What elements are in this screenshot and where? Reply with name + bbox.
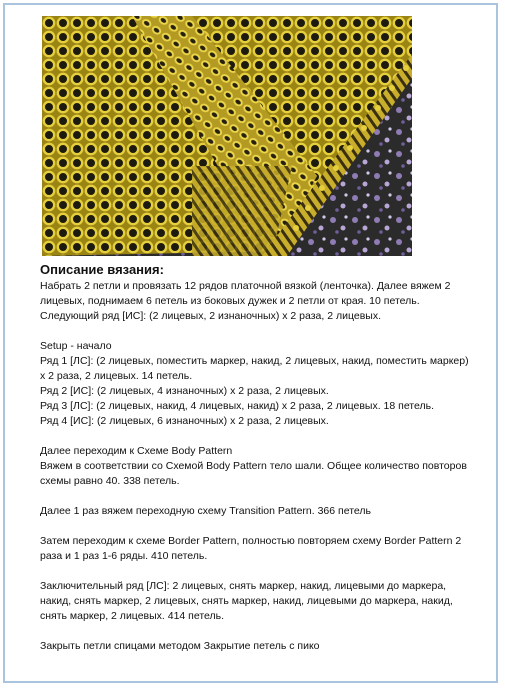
paragraph-border-pattern (40, 534, 480, 564)
paragraph-setup (40, 339, 480, 429)
text-line: накид, снять маркер, 2 лицевых, снять маркер, накид, лицевыми до маркера, накид, (40, 595, 453, 607)
text-line: Заключительный ряд [ЛС]: 2 лицевых, снять маркер, накид, лицевыми до маркера, (40, 580, 447, 592)
text-line: Setup - начало (40, 340, 112, 352)
text-line: Затем переходим к схеме Border Pattern, полностью повторяем схему Border Pattern 2 (40, 535, 462, 547)
text-line: Ряд 3 [ЛС]: (2 лицевых, накид, 4 лицевых, накид) х 2 раза, 2 лицевых. 18 петель. (40, 400, 435, 412)
text-line: схемы равно 40. 338 петель. (40, 475, 180, 487)
text-line: х 2 раза, 2 лицевых. 14 петель. (40, 370, 193, 382)
text-line: Далее переходим к Схеме Body Pattern (40, 445, 233, 457)
text-line: Закрыть петли спицами методом Закрытие петель с пико (40, 640, 320, 652)
paragraph-bind-off (40, 639, 480, 654)
paragraph-transition-pattern (40, 504, 480, 519)
paragraph-body-pattern (40, 444, 480, 489)
text-line: Ряд 4 [ИС]: (2 лицевых, 6 изнаночных) х 2 раза, 2 лицевых. (40, 415, 329, 427)
text-line: Набрать 2 петли и провязать 12 рядов платочной вязкой (ленточка). Далее вяжем 2 (40, 280, 451, 292)
section-heading: Описание вязания: (40, 262, 164, 277)
text-line: Вяжем в соответствии со Схемой Body Pattern тело шали. Общее количество повторов (40, 460, 467, 472)
text-line: Следующий ряд [ИС]: (2 лицевых, 2 изнаночных) х 2 раза, 2 лицевых. (40, 310, 382, 322)
text-line: снять маркер, 2 лицевых. 414 петель. (40, 610, 225, 622)
text-line: Ряд 2 [ИС]: (2 лицевых, 4 изнаночных) х 2 раза, 2 лицевых. (40, 385, 329, 397)
pattern-description (40, 262, 480, 654)
text-line: лицевых, поднимаем 6 петель из боковых дужек и 2 петли от края. 10 петель. (40, 295, 420, 307)
paragraph-cast-on (40, 279, 480, 324)
text-line: раза и 1 раз 1-6 ряды. 410 петель. (40, 550, 208, 562)
text-line: Далее 1 раз вяжем переходную схему Transition Pattern. 366 петель (40, 505, 371, 517)
knitted-shawl-photo (42, 16, 412, 256)
paragraph-final-row (40, 579, 480, 624)
text-line: Ряд 1 [ЛС]: (2 лицевых, поместить маркер, накид, 2 лицевых, накид, поместить маркер) (40, 355, 469, 367)
